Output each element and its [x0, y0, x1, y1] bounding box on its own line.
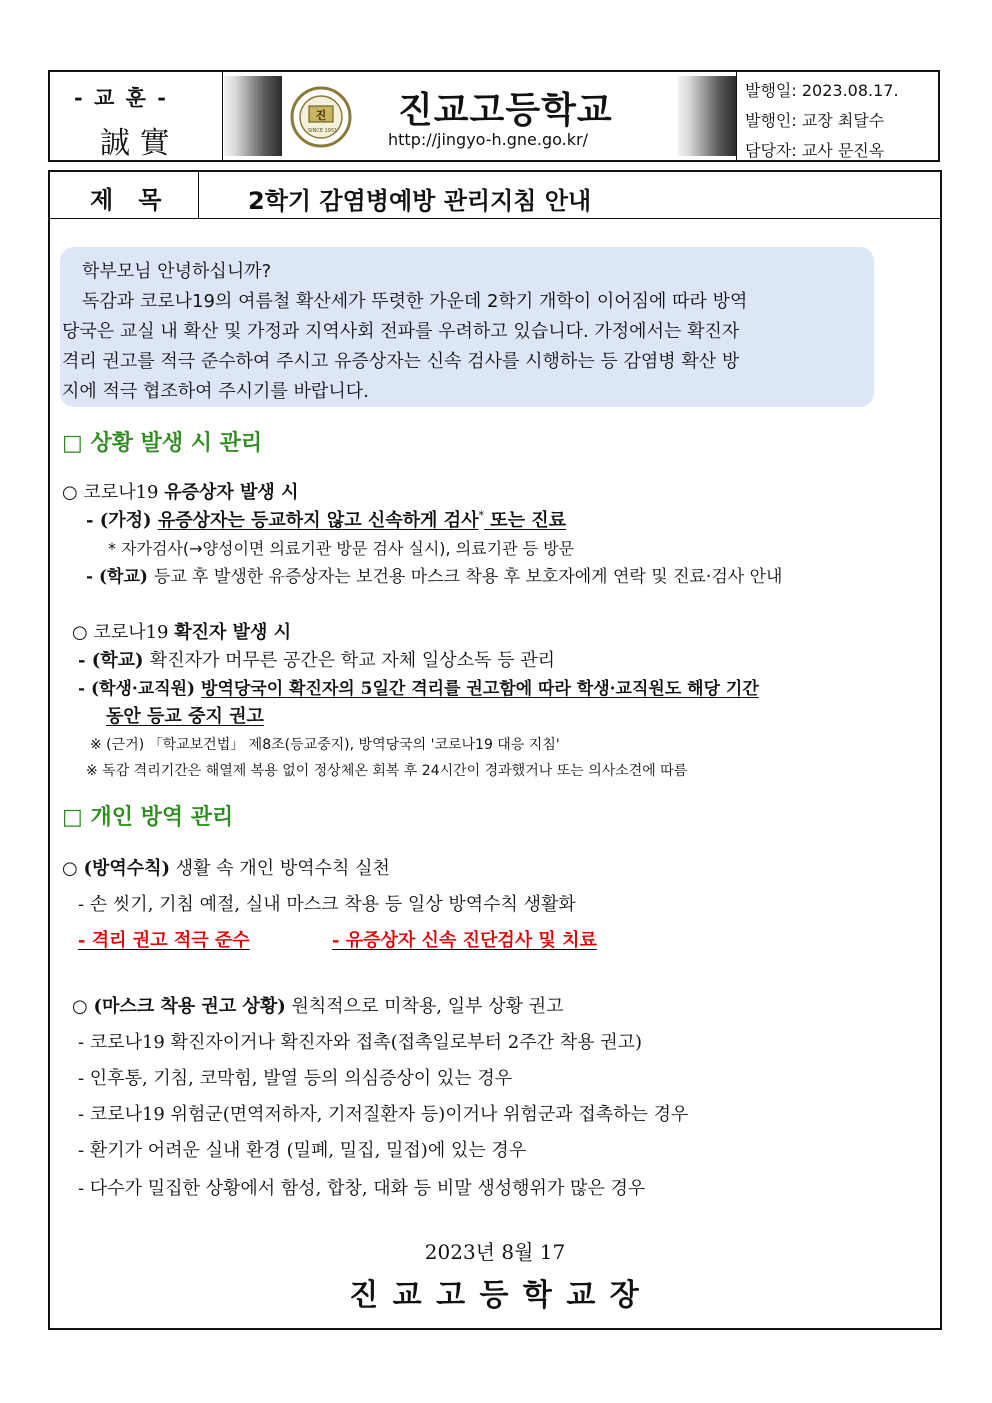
s1-note-2: ※ 독감 격리기간은 해열제 복용 없이 정상체온 회복 후 24시간이 경과했거나 또는 의사소견에 따름 [86, 763, 688, 779]
motto-title: - 교 훈 - [74, 85, 168, 110]
s2-red-2: - 유증상자 신속 진단검사 및 치료 [332, 930, 597, 951]
s2-item-a [62, 854, 390, 880]
s1-item-a2 [86, 562, 782, 587]
motto-text: 誠 實 [100, 126, 170, 161]
logo-text: SINCE 1951 [308, 128, 338, 134]
s2-b2: - 인후통, 기침, 코막힘, 발열 등의 의심증상이 있는 경우 [78, 1068, 513, 1089]
s1-item-b-bullet: ○ 코로나19 [72, 622, 175, 643]
s1-a2-text: 등교 후 발생한 유증상자는 보건용 마스크 착용 후 보호자에게 연락 및 진료·검사 안내 [153, 567, 783, 587]
decor-strip-left [224, 76, 282, 156]
s1-a1-tag: - (가정) [86, 510, 158, 531]
s2-b4: - 환기가 어려운 실내 환경 (밀폐, 밀집, 밀접)에 있는 경우 [78, 1140, 527, 1161]
school-url[interactable]: http://jingyo-h.gne.go.kr/ [388, 130, 588, 149]
s2-b-bullet: ○ [72, 996, 94, 1017]
greeting-box [60, 247, 874, 407]
svg-text:진: 진 [315, 109, 327, 122]
s2-b3: - 코로나19 위험군(면역저하자, 기저질환자 등)이거나 위험군과 접촉하는 경우 [78, 1104, 689, 1125]
greeting-line-1: 학부모님 안녕하십니까? [82, 261, 272, 282]
greeting-line-3: 당국은 교실 내 확산 및 가정과 지역사회 전파를 우려하고 있습니다. 가정에서는 확진자 [62, 321, 740, 342]
issue-manager: 담당자: 교사 문진옥 [745, 141, 885, 160]
s2-b5: - 다수가 밀집한 상황에서 함성, 합창, 대화 등 비말 생성행위가 많은 경우 [78, 1178, 646, 1199]
title-text: 2학기 감염병예방 관리지침 안내 [248, 187, 592, 215]
s1-item-b1 [78, 646, 555, 672]
s1-item-a-bullet: ○ 코로나19 [62, 482, 165, 503]
s2-a-bold: (방역수칙) [83, 858, 171, 879]
school-name: 진교고등학교 [398, 90, 613, 131]
greeting-line-5: 지에 적극 협조하여 주시기를 바랍니다. [62, 381, 369, 402]
s1-b1-text: 확진자가 머무른 공간은 학교 자체 일상소독 등 관리 [149, 650, 556, 671]
footer-signature: 진 교 고 등 학 교 장 [349, 1278, 641, 1313]
section2-heading: □ 개인 방역 관리 [62, 805, 234, 830]
s1-a1-tail: 또는 진료 [484, 510, 567, 531]
s2-item-b [72, 992, 564, 1018]
s2-red-1: - 격리 권고 적극 준수 [78, 930, 250, 951]
issue-info [736, 72, 939, 160]
issue-publisher: 발행인: 교장 최달수 [745, 111, 885, 130]
title-label: 제 목 [90, 186, 162, 214]
s1-b2-text2: 동안 등교 중지 권고 [106, 706, 264, 727]
motto-cell [50, 72, 223, 160]
s1-b2-tag: - (학생·교직원) [78, 679, 202, 699]
decor-strip-right [678, 76, 736, 156]
s2-b1: - 코로나19 확진자이거나 확진자와 접촉(접촉일로부터 2주간 착용 권고) [78, 1032, 643, 1053]
greeting-line-2: 독감과 코로나19의 여름철 확산세가 뚜렷한 가운데 2학기 개학이 이어짐에 따라 방역 [82, 291, 748, 312]
s1-a1-text: 유증상자는 등교하지 않고 신속하게 검사 [157, 510, 479, 531]
s1-note-1: ※ (근거) 「학교보건법」 제8조(등교중지), 방역당국의 '코로나19 대응 지침' [90, 737, 560, 753]
s1-b2-text1: 방역당국이 확진자의 5일간 격리를 권고함에 따라 학생·교직원도 해당 기간 [201, 679, 759, 699]
s2-b-text: 원칙적으로 미착용, 일부 상황 권고 [285, 996, 564, 1017]
s1-item-b [72, 618, 291, 644]
s2-a-bullet: ○ [62, 858, 84, 879]
main-box [48, 170, 942, 1330]
s1-item-a1 [86, 506, 566, 532]
title-label-cell [50, 172, 199, 218]
school-logo [290, 86, 352, 148]
s2-b-bold: (마스크 착용 권고 상황) [93, 996, 286, 1017]
s1-item-b2 [78, 674, 759, 699]
s1-a2-tag: - (학교) [86, 567, 154, 587]
s2-a-text: 생활 속 개인 방역수칙 실천 [170, 858, 390, 879]
s2-a1: - 손 씻기, 기침 예절, 실내 마스크 착용 등 일상 방역수칙 생활화 [78, 894, 576, 915]
header-frame [48, 70, 940, 162]
s1-item-a-bold: 유증상자 발생 시 [164, 482, 299, 503]
footer-date: 2023년 8월 17 [424, 1240, 566, 1264]
s1-item-b-bold: 확진자 발생 시 [174, 622, 292, 643]
s1-a1-star: * [478, 509, 484, 522]
s1-b1-tag: - (학교) [78, 650, 150, 671]
s1-a1-note: * 자가검사(→양성이면 의료기관 방문 검사 실시), 의료기관 등 방문 [108, 539, 575, 558]
s1-item-a [62, 478, 298, 504]
issue-date: 발행일: 2023.08.17. [745, 81, 899, 100]
section1-heading: □ 상황 발생 시 관리 [62, 431, 263, 456]
title-row [50, 172, 940, 219]
greeting-line-4: 격리 권고를 적극 준수하여 주시고 유증상자는 신속 검사를 시행하는 등 감염병 확산 방 [62, 351, 740, 372]
